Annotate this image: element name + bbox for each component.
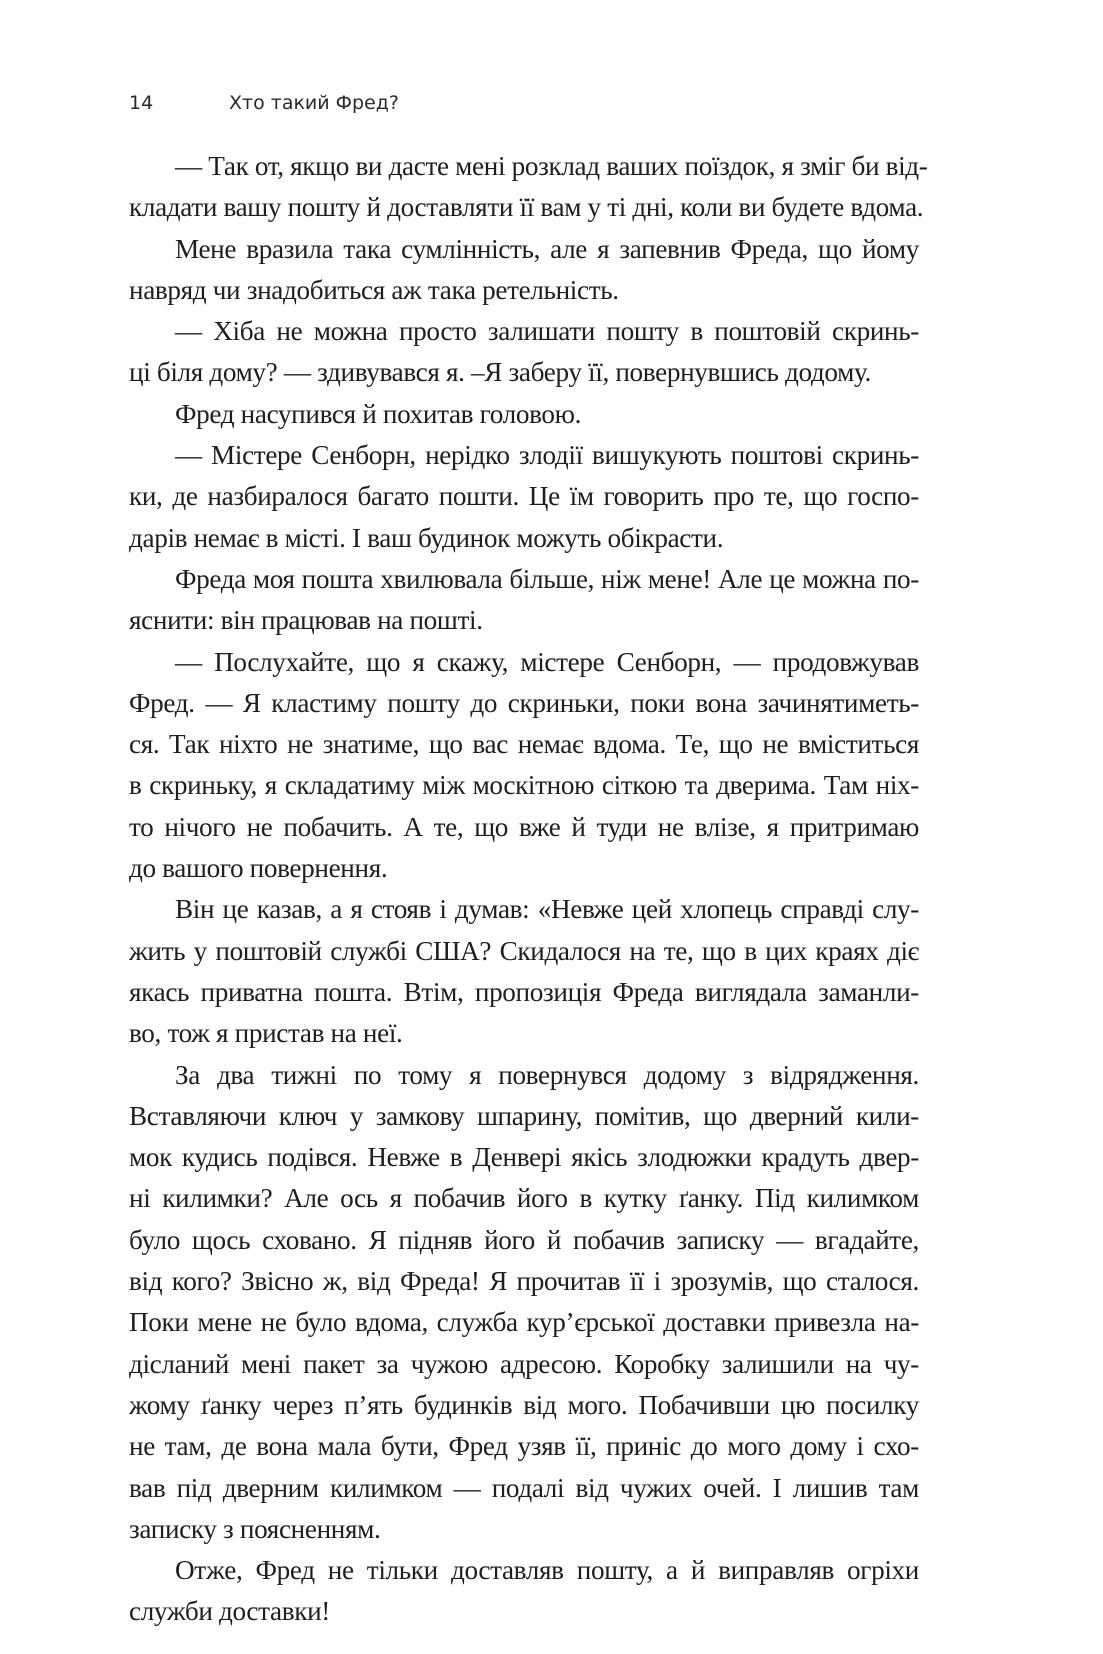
- paragraph: [129, 435, 919, 559]
- paragraph: [129, 146, 928, 229]
- text-line: во, тож я пристав на неї.: [129, 1018, 403, 1049]
- text-line: — Містере Сенборн, нерідко злодії вишукують поштові скринь-: [175, 440, 919, 471]
- text-line: записку з поясненням.: [129, 1513, 381, 1544]
- text-line: було щось сховано. Я підняв його й побачив записку — вгадайте,: [129, 1224, 919, 1255]
- text-line: Фред. — Я кластиму пошту до скриньки, поки вона зачинятиметь-: [129, 687, 919, 718]
- paragraph: [129, 1055, 919, 1551]
- text-line: ці біля дому? — здивувався я. –Я заберу її, повернувшись додому.: [129, 357, 871, 388]
- text-line: Він це казав, а я стояв і думав: «Невже цей хлопець справді слу-: [175, 894, 919, 925]
- text-line: — Хіба не можна просто залишати пошту в поштовій скринь-: [175, 316, 919, 347]
- text-line: яснити: він працював на пошті.: [129, 605, 483, 636]
- text-line: навряд чи знадобиться аж така ретельність.: [129, 274, 619, 305]
- text-line: до вашого повернення.: [129, 853, 388, 884]
- text-line: то нічого не побачить. А те, що вже й туди не влізе, я притримаю: [129, 811, 919, 842]
- paragraph: [129, 229, 919, 312]
- body-text: [129, 146, 928, 1633]
- text-line: жому ґанку через п’ять будинків від мого. Побачивши цю посилку: [129, 1389, 919, 1420]
- text-line: — Послухайте, що я скажу, містере Сенборн, — продовжував: [175, 646, 919, 677]
- text-line: дісланий мені пакет за чужою адресою. Коробку залишили на чу-: [129, 1348, 919, 1379]
- text-line: дарів немає в місті. І ваш будинок можуть обікрасти.: [129, 522, 724, 553]
- text-line: ки, де назбиралося багато пошти. Це їм говорить про те, що госпо-: [129, 481, 919, 512]
- text-line: кладати вашу пошту й доставляти її вам у ті дні, коли ви будете вдома.: [129, 192, 924, 223]
- paragraph: [129, 311, 919, 394]
- text-line: Отже, Фред не тільки доставляв пошту, а й виправляв огріхи: [175, 1555, 919, 1586]
- text-line: За два тижні по тому я повернувся додому з відрядження.: [175, 1059, 919, 1090]
- paragraph: [129, 889, 919, 1054]
- text-line: ся. Так ніхто не знатиме, що вас немає вдома. Те, що не вміститься: [129, 729, 919, 760]
- text-line: не там, де вона мала бути, Фред узяв її, приніс до мого дому і схо-: [129, 1431, 919, 1462]
- text-line: служби доставки!: [129, 1596, 330, 1627]
- text-line: від кого? Звісно ж, від Фреда! Я прочитав її і зрозумів, що сталося.: [129, 1266, 919, 1297]
- text-line: Поки мене не було вдома, служба кур’єрської доставки привезла на-: [129, 1307, 919, 1338]
- paragraph: [129, 1550, 919, 1633]
- text-line: Фреда моя пошта хвилювала більше, ніж мене! Але це можна по-: [175, 563, 919, 594]
- text-line: ні килимки? Але ось я побачив його в кутку ґанку. Під килимком: [129, 1183, 919, 1214]
- text-line: жить у поштовій службі США? Скидалося на те, що в цих краях діє: [129, 935, 919, 966]
- text-line: Мене вразила така сумлінність, але я запевнив Фреда, що йому: [175, 233, 919, 264]
- text-line: мок кудись подівся. Невже в Денвері якісь злодюжки крадуть двер-: [129, 1142, 919, 1173]
- text-line: Вставляючи ключ у замкову шпарину, помітив, що дверний кили-: [129, 1100, 919, 1131]
- text-line: — Так от, якщо ви дасте мені розклад ваших поїздок, я зміг би від-: [175, 151, 928, 181]
- paragraph: [129, 559, 919, 642]
- page-number: 14: [129, 92, 154, 114]
- text-line: Фред насупився й похитав головою.: [175, 398, 582, 429]
- paragraph: [129, 394, 919, 435]
- text-line: в скриньку, я складатиму між москітною сіткою та дверима. Там ніх-: [129, 770, 919, 801]
- paragraph: [129, 642, 919, 890]
- text-line: якась приватна пошта. Втім, пропозиція Фреда виглядала заманли-: [129, 976, 919, 1007]
- running-head: [129, 92, 399, 122]
- chapter-title: Хто такий Фред?: [229, 92, 399, 114]
- text-line: вав під дверним килимком — подалі від чужих очей. І лишив там: [129, 1472, 919, 1503]
